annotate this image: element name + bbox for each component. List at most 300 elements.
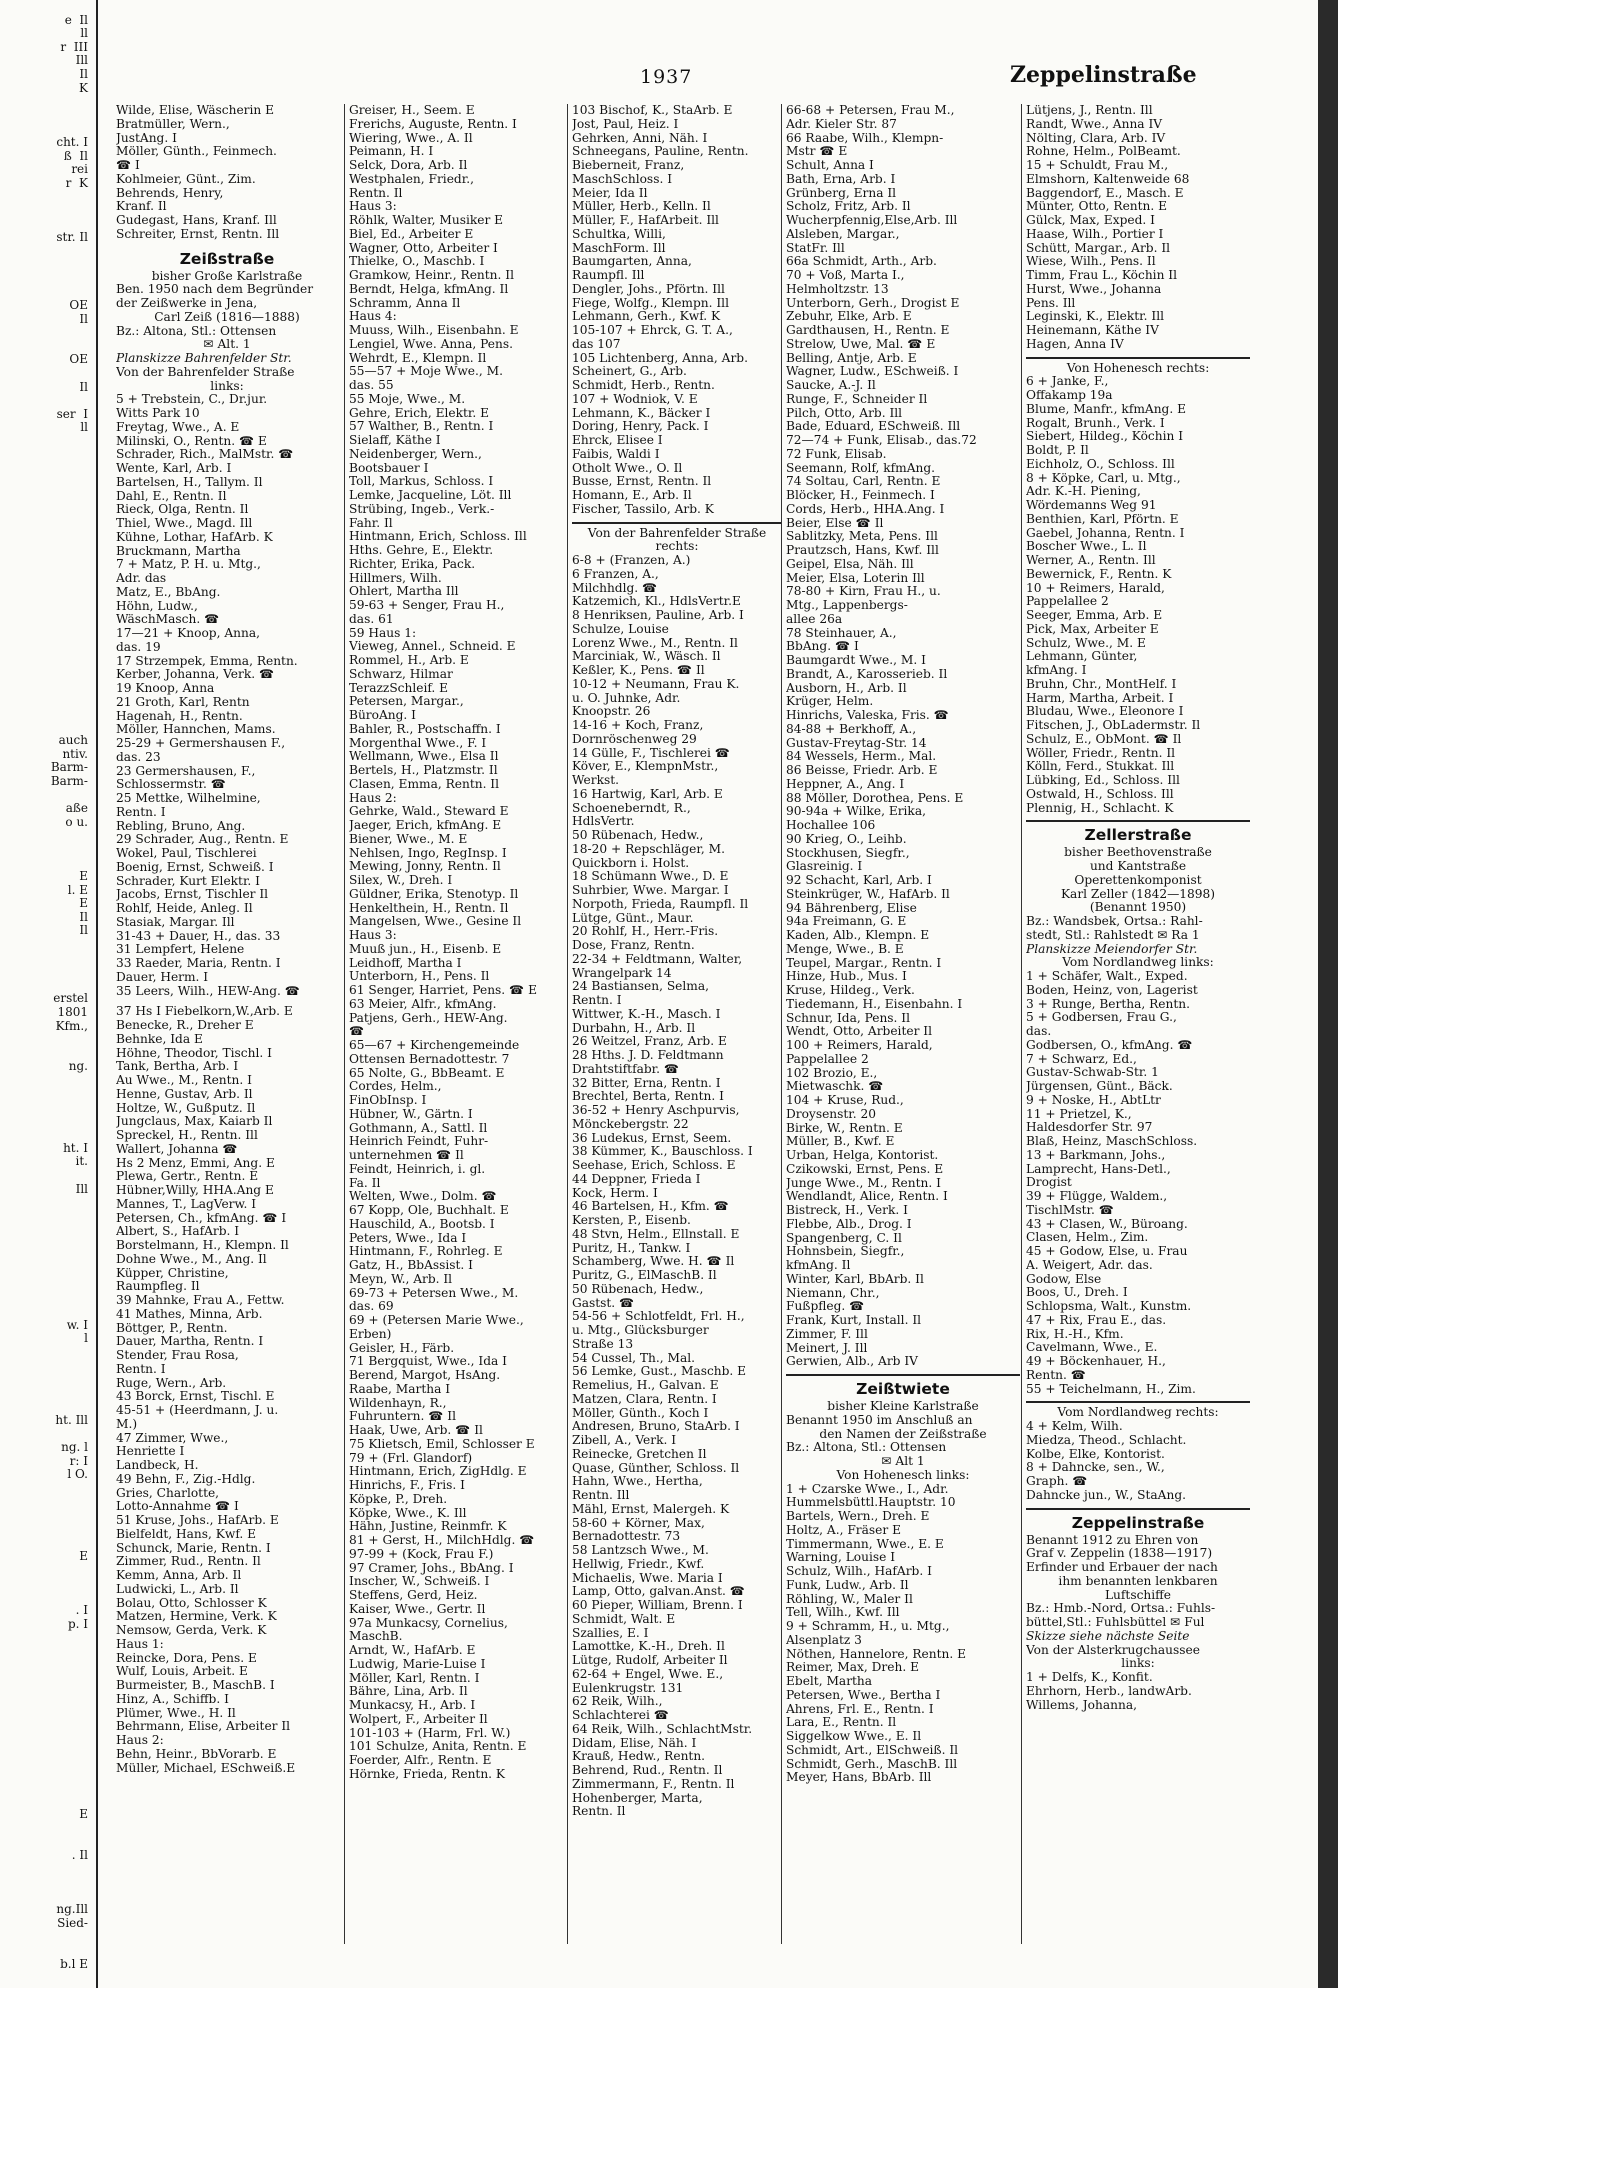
- directory-entry: Randt, Wwe., Anna IV: [1026, 117, 1163, 131]
- directory-entry: Unterborn, H., Pens. Il: [349, 970, 490, 984]
- directory-entry: Köpke, Wwe., K. Ill: [349, 1506, 467, 1520]
- directory-entry: Rommel, H., Arb. E: [349, 654, 469, 667]
- section-note: ihm benannten lenkbaren: [1058, 1574, 1218, 1588]
- directory-entry: Mannes, T., LagVerw. I: [116, 1197, 257, 1211]
- directory-entry: Dauer, Herm. I: [116, 970, 209, 984]
- directory-entry: Henkelthein, H., Rentn. Il: [349, 901, 509, 915]
- spine-fragment: [0, 1169, 96, 1183]
- directory-entry: Puritz, H., Tankw. I: [572, 1241, 691, 1255]
- spine-fragment: r III: [60, 39, 88, 54]
- spine-fragment: [0, 1482, 96, 1496]
- directory-entry: 32 Bitter, Erna, Rentn. I: [572, 1076, 721, 1090]
- directory-entry: Dahncke jun., W., StaAng.: [1026, 1488, 1186, 1502]
- directory-entry: Beier, Else ☎ Il: [786, 516, 884, 530]
- directory-entry: 49 Behn, F., Zig.-Hdlg.: [116, 1472, 256, 1486]
- directory-entry: 97 Cramer, Johs., BbAng. I: [349, 1561, 514, 1575]
- directory-entry: Schoeneberndt, R.,: [572, 801, 691, 815]
- directory-entry: Mähl, Ernst, Malergeh. K: [572, 1502, 730, 1516]
- directory-entry: Bistreck, H., Verk. I: [786, 1204, 908, 1217]
- left-page-edge: [0, 0, 98, 1988]
- spine-fragment: [0, 1672, 96, 1686]
- directory-entry: 65—67 + Kirchengemeinde: [349, 1039, 520, 1052]
- directory-entry: Rentn. I: [572, 994, 622, 1007]
- directory-entry: das. 55: [349, 379, 394, 392]
- directory-entry: Didam, Elise, Näh. I: [572, 1736, 697, 1750]
- directory-entry: Schreiter, Ernst, Rentn. Ill: [116, 227, 280, 241]
- directory-entry: 67 Kopp, Ole, Buchhalt. E: [349, 1204, 509, 1217]
- directory-entry: Kersten, P., Eisenb.: [572, 1214, 691, 1227]
- directory-entry: Hörnke, Frieda, Rentn. K: [349, 1767, 506, 1781]
- directory-entry: Hintmann, Erich, Schloss. Ill: [349, 530, 527, 544]
- directory-entry: 103 Bischof, K., StaArb. E: [572, 104, 733, 117]
- spine-fragment: [0, 788, 96, 802]
- directory-entry: Bruckmann, Martha: [116, 544, 241, 558]
- directory-entry: 36 Ludekus, Ernst, Seem.: [572, 1131, 732, 1145]
- directory-entry: Müller, Herb., Kelln. Il: [572, 200, 711, 214]
- directory-entry: Gülck, Max, Exped. I: [1026, 214, 1155, 227]
- directory-entry: Bratmüller, Wern.,: [116, 117, 230, 131]
- directory-entry: 62 Reik, Wilh.,: [572, 1695, 663, 1709]
- directory-entry: 74 Soltau, Carl, Rentn. E: [786, 475, 941, 489]
- directory-entry: 65 Nolte, G., BbBeamt. E: [349, 1066, 505, 1080]
- directory-entry: 5 + Trebstein, C., Dr.jur.: [116, 393, 268, 407]
- spine-fragment: l O.: [67, 1467, 88, 1482]
- directory-entry: Behrmann, Elise, Arbeiter Il: [116, 1720, 291, 1734]
- section-note: bisher Beethovenstraße: [1064, 846, 1212, 860]
- directory-entry: 21 Groth, Karl, Rentn: [116, 695, 250, 709]
- directory-entry: TerazzSchleif. E: [349, 681, 449, 695]
- directory-entry: Gehrke, Wald., Steward E: [349, 805, 509, 819]
- directory-entry: Benthien, Karl, Pförtn. E: [1026, 512, 1179, 526]
- section-note: Vom Nordlandweg rechts:: [1057, 1406, 1219, 1420]
- directory-entry: Homann, E., Arb. Il: [572, 489, 692, 502]
- directory-entry: Lütjens, J., Rentn. Ill: [1026, 104, 1153, 117]
- directory-entry: Drogist: [1026, 1176, 1072, 1190]
- directory-entry: FinObInsp. I: [349, 1094, 427, 1107]
- directory-entry: 14 Gülle, F., Tischlerei ☎: [572, 746, 730, 760]
- directory-entry: Quase, Günther, Schloss. Il: [572, 1461, 740, 1475]
- directory-entry: Kock, Herm. I: [572, 1186, 658, 1200]
- directory-entry: Tiedemann, H., Eisenbahn. I: [786, 997, 963, 1011]
- directory-entry: 43 Borck, Ernst, Tischl. E: [116, 1390, 275, 1404]
- directory-entry: 17—21 + Knoop, Anna,: [116, 627, 260, 640]
- spine-fragment: [0, 1291, 96, 1305]
- directory-entry: Haus 4:: [349, 310, 397, 324]
- directory-entry: StatFr. Ill: [786, 241, 845, 255]
- directory-entry: Petersen, Wwe., Bertha I: [786, 1688, 941, 1702]
- directory-entry: büttel,Stl.: Fuhlsbüttel ✉ Ful: [1026, 1616, 1205, 1629]
- directory-entry: Ehrhorn, Herb., landwArb.: [1026, 1684, 1192, 1698]
- directory-entry: Hübner, W., Gärtn. I: [349, 1107, 473, 1121]
- directory-entry: 10 + Reimers, Harald,: [1026, 581, 1165, 595]
- directory-entry: Lamprecht, Hans-Detl.,: [1026, 1162, 1171, 1176]
- directory-entry: Rieck, Olga, Rentn. Il: [116, 503, 249, 517]
- directory-entry: Silex, W., Dreh. I: [349, 874, 453, 887]
- directory-entry: Seemann, Rolf, kfmAng.: [786, 461, 936, 475]
- directory-entry: 61 Senger, Harriet, Pens. ☎ E: [349, 984, 538, 997]
- directory-entry: Graph. ☎: [1026, 1475, 1088, 1488]
- directory-entry: Schrader, Rich., MalMstr. ☎: [116, 448, 294, 462]
- directory-entry: Berndt, Helga, kfmAng. Il: [349, 282, 509, 296]
- directory-entry: ☎ I: [116, 159, 140, 172]
- directory-entry: 9 + Schramm, H., u. Mtg.,: [786, 1620, 950, 1633]
- directory-entry: Mstr ☎ E: [786, 145, 848, 159]
- spine-fragment: ll: [80, 26, 88, 41]
- directory-entry: Milchhdlg. ☎: [572, 581, 658, 595]
- directory-entry: 29 Schrader, Aug., Rentn. E: [116, 833, 289, 847]
- street-heading: Zeißtwiete: [856, 1380, 950, 1398]
- directory-entry: Warning, Louise I: [786, 1551, 896, 1565]
- directory-entry: Hagen, Anna IV: [1026, 337, 1124, 351]
- directory-entry: 14-16 + Koch, Franz,: [572, 719, 704, 732]
- directory-entry: 63 Meier, Alfr., kfmAng.: [349, 997, 497, 1011]
- directory-entry: Ostwald, H., Schloss. Ill: [1026, 787, 1174, 801]
- directory-entry: Junge Wwe., M., Rentn. I: [786, 1176, 941, 1190]
- spine-fragment: l. E: [67, 882, 88, 897]
- directory-entry: Jungclaus, Max, Kaiarb Il: [116, 1115, 273, 1129]
- directory-entry: 62-64 + Engel, Wwe. E.,: [572, 1667, 724, 1681]
- directory-entry: Elmshorn, Kaltenweide 68: [1026, 172, 1190, 186]
- spine-fragment: . Il: [71, 1847, 88, 1862]
- directory-entry: Raumpfl. Ill: [572, 269, 645, 282]
- spine-fragment: [0, 598, 96, 612]
- directory-entry: Krauß, Hedw., Rentn.: [572, 1750, 706, 1764]
- spine-fragment: [0, 965, 96, 979]
- directory-entry: Kühne, Lothar, HafArb. K: [116, 530, 273, 544]
- spine-fragment: [0, 544, 96, 558]
- directory-entry: 49 + Böckenhauer, H.,: [1026, 1355, 1166, 1368]
- spine-fragment: OE: [69, 298, 88, 313]
- directory-entry: Rentn. I: [116, 1362, 166, 1376]
- spine-fragment: [0, 476, 96, 490]
- spine-fragment: E: [79, 1548, 88, 1563]
- directory-entry: 11 + Prietzel, K.,: [1026, 1107, 1132, 1121]
- directory-entry: Möller, Günth., Koch I: [572, 1406, 709, 1420]
- directory-entry: Schnur, Ida, Pens. Il: [786, 1011, 911, 1025]
- directory-entry: Bootsbauer I: [349, 461, 429, 475]
- directory-entry: Nöthen, Hannelore, Rentn. E: [786, 1647, 967, 1661]
- directory-entry: Siggelkow Wwe., E. Il: [786, 1730, 922, 1743]
- directory-entry: Albert, S., HafArb. I: [116, 1225, 240, 1239]
- directory-entry: Zebuhr, Elke, Arb. E: [786, 310, 912, 324]
- directory-entry: Kölln, Ferd., Stukkat. Ill: [1026, 760, 1175, 774]
- directory-entry: Wittwer, K.-H., Masch. I: [572, 1007, 721, 1021]
- spine-fragment: [0, 1278, 96, 1292]
- directory-entry: Drahtstiftfabr. ☎: [572, 1062, 680, 1076]
- directory-entry: Meyer, Hans, BbArb. Ill: [786, 1771, 932, 1785]
- directory-entry: Urban, Helga, Kontorist.: [786, 1149, 939, 1162]
- directory-entry: Belling, Antje, Arb. E: [786, 351, 917, 365]
- directory-entry: Ludwig, Marie-Luise I: [349, 1657, 486, 1671]
- directory-entry: 84-88 + Berkhoff, A.,: [786, 722, 917, 736]
- directory-entry: Behrends, Henry,: [116, 186, 224, 200]
- directory-entry: Hs 2 Menz, Emmi, Ang. E: [116, 1156, 275, 1170]
- directory-entry: WäschMasch. ☎: [116, 613, 220, 627]
- directory-entry: Boenig, Ernst, Schweiß. I: [116, 860, 274, 874]
- directory-entry: Leidhoff, Martha I: [349, 956, 462, 970]
- directory-entry: Mönckebergstr. 22: [572, 1117, 689, 1131]
- directory-entry: 100 + Reimers, Harald,: [786, 1039, 933, 1052]
- directory-entry: unternehmen ☎ Il: [349, 1149, 464, 1162]
- directory-entry: Möller, Hannchen, Mams.: [116, 723, 276, 737]
- directory-entry: Bartels, Wern., Dreh. E: [786, 1510, 930, 1523]
- section-divider: [572, 517, 782, 524]
- directory-entry: Suhrbier, Wwe. Margar. I: [572, 884, 729, 897]
- directory-entry: Stockhusen, Siegfr.,: [786, 846, 910, 860]
- section-note: links:: [1121, 1657, 1155, 1671]
- directory-entry: Milinski, O., Rentn. ☎ E: [116, 434, 267, 448]
- spine-fragment: auch: [58, 733, 88, 748]
- directory-entry: das. 69: [349, 1300, 394, 1314]
- directory-entry: Hinrichs, F., Fris. I: [349, 1479, 465, 1492]
- section-note: bisher Kleine Karlstraße: [827, 1400, 979, 1413]
- directory-entry: 84 Wessels, Herm., Mal.: [786, 750, 937, 764]
- spine-fragment: [0, 1373, 96, 1387]
- directory-entry: Meier, Ida Il: [572, 186, 648, 200]
- directory-entry: Stasiak, Margar. Ill: [116, 915, 235, 929]
- directory-entry: Gudegast, Hans, Kranf. Ill: [116, 214, 277, 227]
- spine-fragment: [0, 1359, 96, 1373]
- directory-entry: Straße 13: [572, 1337, 634, 1351]
- directory-entry: 38 Kümmer, K., Bauschloss. I: [572, 1145, 753, 1159]
- section-note: Von der Bahrenfelder Straße: [587, 526, 767, 540]
- directory-entry: Möller, Günth., Feinmech.: [116, 145, 277, 159]
- spine-fragment: [0, 285, 96, 299]
- directory-entry: 64 Reik, Wilh., SchlachtMstr.: [572, 1722, 753, 1736]
- spine-fragment: [0, 1781, 96, 1795]
- directory-entry: Fahr. Il: [349, 516, 393, 530]
- spine-fragment: [0, 204, 96, 218]
- directory-entry: 94a Freimann, G. E: [786, 915, 907, 929]
- section-note: Karl Zeller (1842—1898): [1060, 887, 1216, 901]
- spine-fragment: [0, 340, 96, 354]
- directory-entry: 58-60 + Körner, Max,: [572, 1516, 705, 1530]
- directory-entry: Jaeger, Erich, kfmAng. E: [349, 819, 502, 832]
- directory-entry: Gehrken, Anni, Näh. I: [572, 131, 708, 145]
- directory-entry: Wagner, Ludw., ESchweiß. I: [786, 365, 959, 379]
- directory-entry: 60 Pieper, William, Brenn. I: [572, 1599, 743, 1612]
- directory-entry: Gramkow, Heinr., Rentn. Il: [349, 269, 514, 282]
- directory-entry: Güldner, Erika, Stenotyp. Il: [349, 887, 519, 901]
- directory-entry: Witts Park 10: [116, 407, 200, 420]
- spine-fragment: [0, 1930, 96, 1944]
- directory-entry: 17 Strzempek, Emma, Rentn.: [116, 654, 298, 668]
- directory-entry: Au Wwe., M., Rentn. I: [116, 1074, 252, 1087]
- directory-entry: Lara, E., Rentn. Il: [786, 1716, 897, 1730]
- directory-entry: Menge, Wwe., B. E: [786, 942, 904, 956]
- directory-entry: Richter, Erika, Pack.: [349, 557, 476, 571]
- directory-column-2: [344, 104, 568, 1944]
- directory-entry: Lotto-Annahme ☎ I: [116, 1500, 239, 1514]
- directory-entry: Lübking, Ed., Schloss. Ill: [1026, 774, 1180, 787]
- spine-fragment: [0, 1387, 96, 1401]
- directory-entry: Holtze, W., Gußputz. Il: [116, 1101, 256, 1115]
- directory-entry: Bz.: Altona, Stl.: Ottensen: [786, 1441, 947, 1455]
- directory-entry: Holtz, A., Fräser E: [786, 1523, 901, 1537]
- section-note: ✉ Alt. 1: [203, 338, 251, 352]
- directory-column-4: [781, 104, 1020, 1944]
- directory-entry: Nölting, Clara, Arb. IV: [1026, 131, 1166, 145]
- spine-fragment: [0, 1645, 96, 1659]
- directory-entry: das. 19: [116, 640, 161, 654]
- directory-entry: Borstelmann, H., Klempn. Il: [116, 1239, 289, 1252]
- directory-entry: Brechtel, Berta, Rentn. I: [572, 1090, 724, 1104]
- spine-fragment: [0, 856, 96, 870]
- directory-entry: Teupel, Margar., Rentn. I: [786, 956, 942, 970]
- directory-entry: 47 Zimmer, Wwe.,: [116, 1431, 229, 1445]
- directory-entry: Otholt Wwe., O. Il: [572, 461, 683, 475]
- directory-entry: Schmidt, Gerh., MaschB. Ill: [786, 1757, 958, 1771]
- spine-fragment: E: [79, 1806, 88, 1821]
- directory-entry: Hähn, Justine, Reinmfr. K: [349, 1520, 507, 1534]
- section-note: Operettenkomponist: [1074, 873, 1202, 887]
- directory-entry: Schulze, Louise: [572, 622, 669, 636]
- directory-entry: Ebelt, Martha: [786, 1675, 873, 1688]
- directory-entry: ☎: [349, 1025, 365, 1039]
- spine-fragment: [0, 979, 96, 993]
- spine-fragment: b.l E: [60, 1956, 88, 1971]
- directory-entry: Wördemanns Weg 91: [1026, 499, 1157, 512]
- directory-entry: 18 Schümann Wwe., D. E: [572, 870, 729, 884]
- directory-entry: Benannt 1912 zu Ehren von: [1026, 1533, 1199, 1547]
- directory-entry: Behnke, Ida E: [116, 1032, 203, 1046]
- directory-entry: Scheinert, G., Arb.: [572, 365, 687, 379]
- directory-entry: 37 Hs I Fiebelkorn,W.,Arb. E: [116, 1005, 293, 1019]
- directory-entry: Wolpert, F., Arbeiter Il: [349, 1712, 488, 1726]
- directory-entry: das. 23: [116, 750, 161, 764]
- spine-fragment: [0, 1047, 96, 1061]
- directory-entry: Steinkrüger, W., HafArb. Il: [786, 887, 950, 901]
- directory-entry: Ausborn, H., Arb. Il: [786, 681, 907, 695]
- spine-fragment: l: [84, 1331, 88, 1346]
- directory-entry: 16 Hartwig, Karl, Arb. E: [572, 787, 723, 801]
- directory-entry: Greiser, H., Seem. E: [349, 104, 475, 117]
- directory-entry: Petersen, Margar.,: [349, 695, 464, 709]
- directory-entry: Schulz, E., ObMont. ☎ Il: [1026, 732, 1182, 746]
- spine-fragment: [0, 462, 96, 476]
- directory-entry: Haus 3:: [349, 200, 397, 214]
- directory-entry: Röhlk, Walter, Musiker E: [349, 214, 504, 227]
- directory-entry: Jost, Paul, Heiz. I: [572, 117, 679, 131]
- directory-entry: Dornröschenweg 29: [572, 732, 697, 746]
- spine-fragment: [0, 1767, 96, 1781]
- spine-fragment: [0, 952, 96, 966]
- directory-entry: Stender, Frau Rosa,: [116, 1349, 239, 1362]
- directory-entry: Adr. K.-H. Piening,: [1026, 485, 1141, 499]
- directory-entry: Röhling, W., Maler Il: [786, 1592, 913, 1606]
- spine-fragment: Barm-: [50, 760, 88, 775]
- directory-entry: Dauer, Martha, Rentn. I: [116, 1335, 264, 1349]
- spine-fragment: [0, 1563, 96, 1577]
- directory-entry: Hauschild, A., Bootsb. I: [349, 1217, 495, 1231]
- directory-entry: 90-94a + Wilke, Erika,: [786, 805, 926, 819]
- directory-entry: 45 + Godow, Else, u. Frau: [1026, 1245, 1188, 1258]
- directory-entry: Rohne, Helm., PolBeamt.: [1026, 145, 1181, 159]
- directory-entry: 50 Rübenach, Hedw.,: [572, 829, 704, 842]
- directory-entry: Blume, Manfr., kfmAng. E: [1026, 402, 1186, 416]
- directory-entry: Godow, Else: [1026, 1272, 1102, 1286]
- section-note: Von Hohenesch rechts:: [1066, 361, 1210, 375]
- spine-fragment: Barm-: [50, 773, 88, 788]
- directory-entry: Rebling, Bruno, Ang.: [116, 819, 246, 833]
- plan-note: Planskizze Meiendorfer Str.: [1026, 942, 1198, 956]
- directory-entry: u. Mtg., Glücksburger: [572, 1324, 709, 1337]
- spine-fragment: [0, 1699, 96, 1713]
- directory-entry: 59 Haus 1:: [349, 626, 417, 640]
- directory-entry: Hahn, Wwe., Hertha,: [572, 1475, 703, 1489]
- directory-entry: Faibis, Waldi I: [572, 447, 660, 461]
- directory-entry: 78 Steinhauer, A.,: [786, 626, 897, 640]
- spine-fragment: [0, 1427, 96, 1441]
- spine-fragment: [0, 1590, 96, 1604]
- directory-entry: Kolbe, Elke, Kontorist.: [1026, 1447, 1165, 1461]
- directory-entry: 6 Franzen, A.,: [572, 567, 659, 581]
- directory-entry: Hintmann, Erich, ZigHdlg. E: [349, 1465, 527, 1479]
- directory-entry: 55 + Teichelmann, H., Zim.: [1026, 1382, 1196, 1396]
- spine-fragment: [0, 1251, 96, 1265]
- directory-entry: Unterborn, Gerh., Drogist E: [786, 296, 960, 310]
- directory-entry: Hagenah, H., Rentn.: [116, 709, 243, 723]
- directory-entry: Knoopstr. 26: [572, 705, 651, 719]
- directory-entry: Thiel, Wwe., Magd. Ill: [116, 517, 253, 530]
- section-note: Von Hohenesch links:: [836, 1468, 970, 1482]
- spine-fragment: [0, 1794, 96, 1808]
- directory-entry: allee 26a: [786, 612, 843, 626]
- directory-entry: Kemm, Anna, Arb. Il: [116, 1569, 242, 1582]
- spine-fragment: p. I: [67, 1616, 88, 1631]
- directory-entry: 47 + Rix, Frau E., das.: [1026, 1313, 1167, 1327]
- directory-entry: Kohlmeier, Günt., Zim.: [116, 172, 256, 186]
- directory-entry: Hillmers, Wilh.: [349, 571, 442, 585]
- directory-entry: Hochallee 106: [786, 819, 876, 832]
- directory-entry: Lütge, Rudolf, Arbeiter Il: [572, 1654, 728, 1667]
- directory-entry: 8 + Köpke, Carl, u. Mtg.,: [1026, 471, 1181, 485]
- directory-entry: 70 + Voß, Marta I.,: [786, 269, 905, 282]
- directory-entry: Frerichs, Auguste, Rentn. I: [349, 117, 517, 131]
- directory-entry: Lehmann, Günter,: [1026, 650, 1138, 664]
- spine-fragment: [0, 1740, 96, 1754]
- directory-entry: Pick, Max, Arbeiter E: [1026, 622, 1159, 636]
- directory-entry: Schütt, Margar., Arb. Il: [1026, 241, 1171, 255]
- directory-entry: Leginski, K., Elektr. Ill: [1026, 310, 1165, 324]
- directory-entry: Zibell, A., Verk. I: [572, 1434, 677, 1447]
- spine-fragment: r K: [65, 175, 88, 190]
- directory-entry: Matz, E., BbAng.: [116, 585, 221, 599]
- directory-entry: Michaelis, Wwe. Maria I: [572, 1571, 723, 1585]
- directory-entry: Meyn, W., Arb. Il: [349, 1272, 453, 1286]
- section-note: rechts:: [655, 540, 699, 554]
- spine-fragment: [0, 1033, 96, 1047]
- directory-entry: Tell, Wilh., Kwf. Ill: [786, 1606, 900, 1620]
- spine-fragment: [0, 1237, 96, 1251]
- directory-entry: Werkst.: [572, 774, 619, 787]
- directory-entry: 43 + Clasen, W., Büroang.: [1026, 1217, 1188, 1231]
- spine-fragment: [0, 367, 96, 381]
- street-heading: Zeißstraße: [179, 249, 275, 268]
- directory-entry: Fitschen, J., ObLadermstr. Il: [1026, 719, 1201, 732]
- directory-entry: 58 Lantzsch Wwe., M.: [572, 1544, 709, 1557]
- spine-fragment: [0, 585, 96, 599]
- directory-entry: Plewa, Gertr., Rentn. E: [116, 1170, 259, 1184]
- directory-entry: Schultka, Willi,: [572, 227, 666, 241]
- directory-entry: Reimer, Max, Dreh. E: [786, 1661, 919, 1675]
- directory-entry: Ehrck, Elisee I: [572, 434, 663, 447]
- directory-entry: 66a Schmidt, Arth., Arb.: [786, 255, 937, 269]
- directory-entry: Wendt, Otto, Arbeiter Il: [786, 1025, 932, 1039]
- directory-entry: Pens. Ill: [1026, 296, 1076, 310]
- directory-entry: Wulf, Louis, Arbeit. E: [116, 1665, 248, 1679]
- directory-entry: Rogalt, Brunh., Verk. I: [1026, 416, 1165, 430]
